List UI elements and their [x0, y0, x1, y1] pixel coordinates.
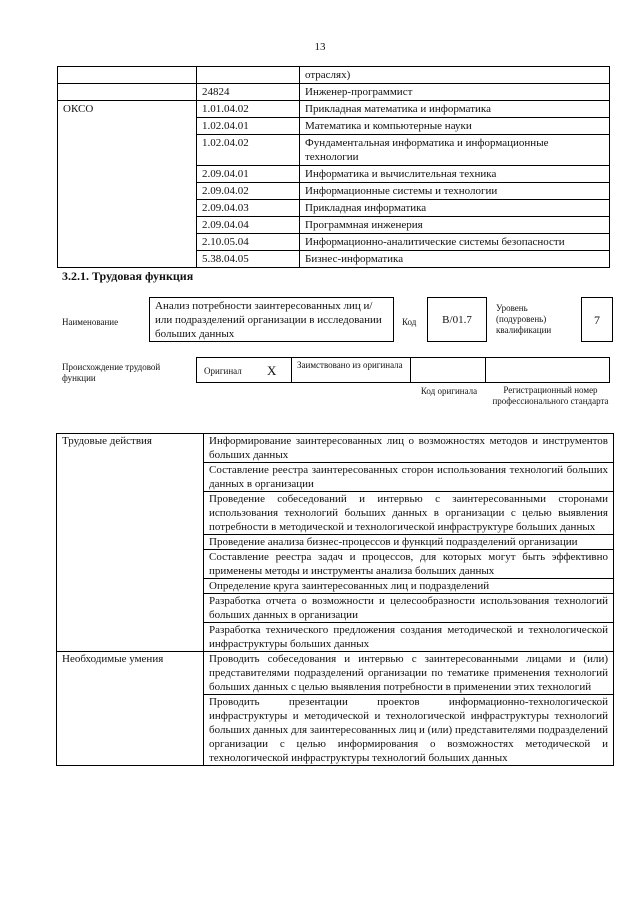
- table-cell-code: 2.09.04.03: [197, 200, 300, 217]
- code-label: Код: [402, 317, 417, 327]
- table-cell-code: 1.01.04.02: [197, 101, 300, 118]
- table-row: [57, 434, 614, 463]
- list-item: Разработка технического предложения создания методической и технологической инфраструктуры больших данных: [204, 623, 614, 652]
- list-item: Составление реестра задач и процессов, для которых могут быть эффективно применены методы и инструменты анализа больших данных: [204, 550, 614, 579]
- list-item: Составление реестра заинтересованных сторон использования технологий больших данных в организации: [204, 463, 614, 492]
- okso-table: [57, 66, 610, 268]
- table-row: [57, 652, 614, 695]
- function-name: Анализ потребности заинтересованных лиц и/или подразделений организации в исследовании больших данных: [155, 300, 382, 340]
- table-cell-code: 2.09.04.02: [197, 183, 300, 200]
- table-row: [58, 84, 610, 101]
- table-cell-code: 1.02.04.02: [197, 135, 300, 166]
- table-cell-code: 5.38.04.05: [197, 251, 300, 268]
- table-cell-name: Математика и компьютерные науки: [300, 118, 610, 135]
- level-box: [581, 297, 613, 342]
- function-name-box: [149, 297, 394, 342]
- original-mark: X: [267, 363, 277, 378]
- table-row: [58, 101, 610, 118]
- list-item: Проводить собеседования и интервью с заинтересованными лицами и (или) представителями подразделений организации по тематике применения технологий больших данных с целью выявления потребности в применении этих технологий: [204, 652, 614, 695]
- table-cell-name: Программная инженерия: [300, 217, 610, 234]
- list-item: Проведение анализа бизнес-процессов и функций подразделений организации: [204, 535, 614, 550]
- original-label: Оригинал: [204, 366, 242, 376]
- function-code-box: [427, 297, 487, 342]
- table-cell-code: 2.09.04.01: [197, 166, 300, 183]
- borrowed-cell: [291, 357, 411, 383]
- table-cell-label: [58, 67, 197, 84]
- table-cell-name: Прикладная математика и информатика: [300, 101, 610, 118]
- list-item: Проводить презентации проектов информационно-технологической инфраструктуры и методической и технологической инфраструктуры технологий больших данных для заинтересованных лиц и (или) представителями подразделений организации с целью информирования о возможностях методической и технологической инфраструктуры технологий больших данных: [204, 695, 614, 766]
- origin-row: [196, 357, 610, 383]
- reg-number-caption: Регистрационный номер профессионального стандарта: [492, 385, 609, 406]
- list-item: Проведение собеседований и интервью с заинтересованными сторонами использования технологий больших данных в организации с целью выявления потребности в методической и технологической инфраструктуре больших данных: [204, 492, 614, 535]
- table-cell-name: Прикладная информатика: [300, 200, 610, 217]
- table-cell-code: [197, 67, 300, 84]
- group-label-cell: Необходимые умения: [57, 652, 204, 766]
- page-number: 13: [314, 41, 326, 53]
- table-cell-name: Информационные системы и технологии: [300, 183, 610, 200]
- list-item: Разработка отчета о возможности и целесообразности использования технологий больших данных в организации: [204, 594, 614, 623]
- origin-label: Происхождение трудовой функции: [62, 362, 161, 383]
- table-cell-code: 2.10.05.04: [197, 234, 300, 251]
- reg-number-cell: [485, 357, 610, 383]
- table-cell-name: Информатика и вычислительная техника: [300, 166, 610, 183]
- okso-label-cell: ОКСО: [58, 101, 197, 268]
- labor-actions-table: [56, 433, 614, 766]
- section-title: 3.2.1. Трудовая функция: [62, 269, 194, 283]
- list-item: Информирование заинтересованных лиц о возможностях методов и инструментов больших данных: [204, 434, 614, 463]
- table-cell-code: 2.09.04.04: [197, 217, 300, 234]
- level-label: Уровень (подуровень) квалификации: [496, 303, 552, 335]
- borrowed-label: Заимствовано из оригинала: [297, 360, 403, 370]
- table-cell-name: отраслях): [300, 67, 610, 84]
- level-value: 7: [594, 313, 600, 327]
- code-original-caption: Код оригинала: [420, 386, 478, 396]
- list-item: Определение круга заинтересованных лиц и подразделений: [204, 579, 614, 594]
- code-original-cell: [410, 357, 486, 383]
- original-cell: [196, 357, 292, 383]
- table-row: [58, 67, 610, 84]
- table-cell-name: Информационно-аналитические системы безопасности: [300, 234, 610, 251]
- table-cell-name: Фундаментальная информатика и информационные технологии: [300, 135, 610, 166]
- group-label-cell: Трудовые действия: [57, 434, 204, 652]
- table-cell-code: 24824: [197, 84, 300, 101]
- function-code: B/01.7: [442, 314, 472, 326]
- table-cell-name: Инженер-программист: [300, 84, 610, 101]
- name-label: Наименование: [62, 317, 119, 327]
- table-cell-name: Бизнес-информатика: [300, 251, 610, 268]
- table-cell-code: 1.02.04.01: [197, 118, 300, 135]
- table-cell-label: [58, 84, 197, 101]
